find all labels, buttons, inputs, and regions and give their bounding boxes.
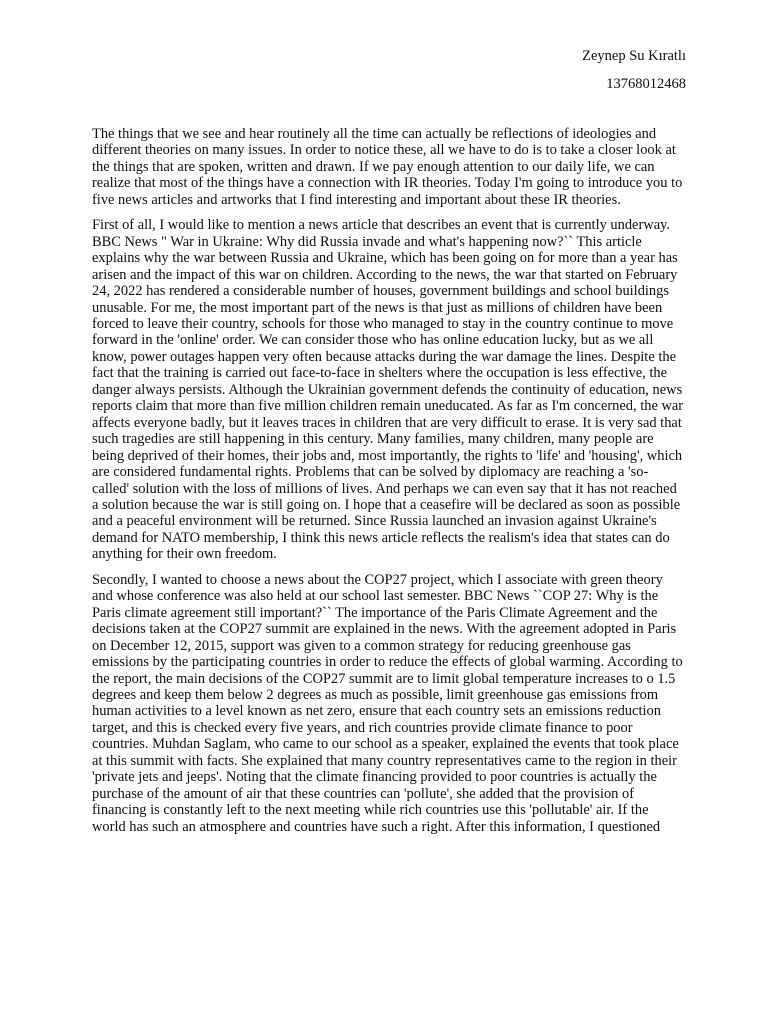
paragraph-intro: The things that we see and hear routinely all the time can actually be reflections of ideologies and different theories on many issues. In order to notice these, all we have to do is to take a closer look at the things that are spoken, written and drawn. If we pay enough attention to our daily life, we can realize that most of the things have a connection with IR theories. Today I'm going to introduce you to five news articles and artworks that I find interesting and important about these IR theories. [92,126,683,208]
paragraph-cop27: Secondly, I wanted to choose a news about the COP27 project, which I associate with green theory and whose conference was also held at our school last semester. BBC News ``COP 27: Why is the Paris climate agreement still important?`` The importance of the Paris Climate Agreement and the decisions taken at the COP27 summit are explained in the news. With the agreement adopted in Paris on December 12, 2015, support was given to a common strategy for reducing greenhouse gas emissions by the participating countries in order to reduce the effects of global warming. According to the report, the main decisions of the COP27 summit are to limit global temperature increases to o 1.5 degrees and keep them below 2 degrees as much as possible, limit greenhouse gas emissions from human activities to a level known as net zero, ensure that each country sets an emissions reduction target, and this is checked every five years, and rich countries provide climate finance to poor countries. Muhdan Saglam, who came to our school as a speaker, explained the events that took place at this summit with facts. She explained that many country representatives came to the region in their 'private jets and jeeps'. Noting that the climate financing provided to poor countries is actually the purchase of the amount of air that these countries can 'pollute', she added that the provision of financing is constantly left to the next meeting while rich countries use this 'pollutable' air. If the world has such an atmosphere and countries have such a right. After this information, I questioned [92,571,683,835]
document-body [92,126,684,844]
document-header [582,42,686,98]
author-name: Zeynep Su Kıratlı [582,48,686,64]
paragraph-ukraine-war: First of all, I would like to mention a news article that describes an event that is currently underway. BBC News " War in Ukraine: Why did Russia invade and what's happening now?`` This article explains why the war between Russia and Ukraine, which has been going on for more than a year has arisen and the impact of this war on children. According to the news, the war that started on February 24, 2022 has rendered a considerable number of houses, government buildings and school buildings unusable. For me, the most important part of the news is that just as millions of children have been forced to leave their country, schools for those who managed to stay in the country continue to move forward in the 'online' order. We can consider those who has online education lucky, but as we all know, power outages happen very often because attacks during the war damage the lines. Despite the fact that the training is carried out face-to-face in shelters where the occupation is less effective, the danger always persists. Although the Ukrainian government defends the continuity of education, news reports claim that more than five million children remain uneducated. As far as I'm concerned, the war affects everyone badly, but it leaves traces in children that are very difficult to erase. It is very sad that such tragedies are still happening in this century. Many families, many children, many people are being deprived of their homes, their jobs and, most importantly, the rights to 'life' and 'housing', which are considered fundamental rights. Problems that can be solved by diplomacy are reaching a 'so-called' solution with the loss of millions of lives. And perhaps we can even say that it has not reached a solution because the war is still going on. I hope that a ceasefire will be declared as soon as possible and a peaceful environment will be returned. Since Russia launched an invasion against Ukraine's demand for NATO membership, I think this news article reflects the realism's idea that states can do anything for their own freedom. [92,217,684,563]
student-id: 13768012468 [606,76,686,92]
